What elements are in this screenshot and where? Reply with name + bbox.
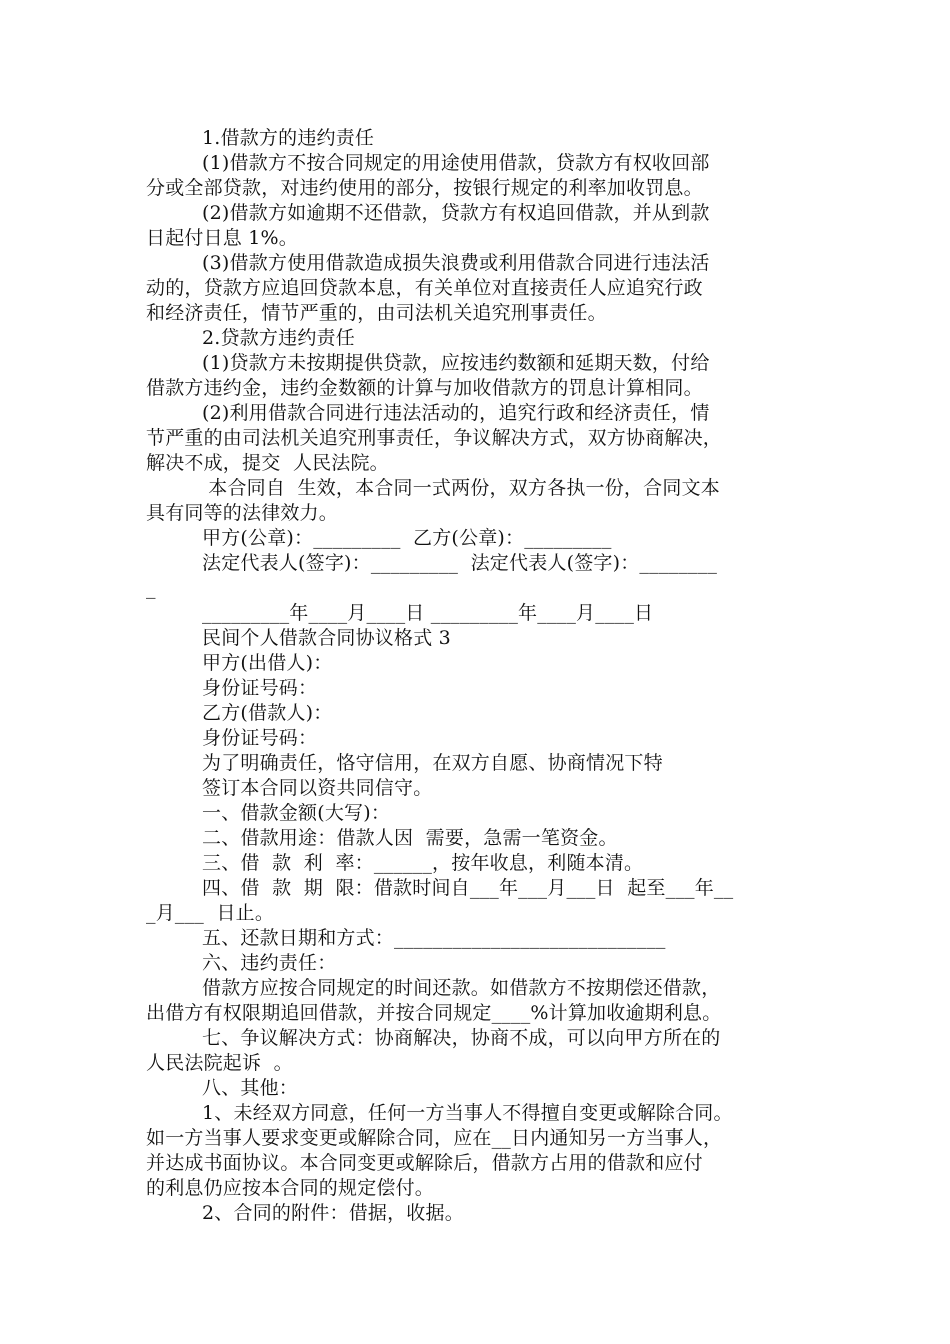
clause-line: 一、借款金额(大写)：: [202, 802, 391, 824]
paragraph-line: 的利息仍应按本合同的规定偿付。: [146, 1177, 435, 1199]
paragraph-line: (2)利用借款合同进行违法活动的，追究行政和经济责任，情: [202, 402, 710, 424]
paragraph-line: 人民法院起诉 。: [146, 1052, 293, 1074]
paragraph-line: 借款方应按合同规定的时间还款。如借款方不按期偿还借款，: [202, 977, 721, 999]
clause-line: _月___ 日止。: [146, 902, 275, 924]
clause-line: 七、争议解决方式：协商解决，协商不成，可以向甲方所在的: [202, 1027, 721, 1049]
paragraph-line: 和经济责任，情节严重的，由司法机关追究刑事责任。: [146, 302, 607, 324]
clause-line: 二、借款用途：借款人因 需要，急需一笔资金。: [202, 827, 618, 849]
date-line: _________年____月____日 _________年____月____日: [202, 602, 654, 624]
document-title: 民间个人借款合同协议格式 3: [202, 627, 451, 649]
clause-line: 三、借 款 利 率：______，按年收息，利随本清。: [202, 852, 644, 874]
paragraph-line: 动的，贷款方应追回贷款本息，有关单位对直接责任人应追究行政: [146, 277, 703, 299]
paragraph-line: 并达成书面协议。本合同变更或解除后，借款方占用的借款和应付: [146, 1152, 703, 1174]
paragraph-line: 出借方有权限期追回借款，并按合同规定____%计算加收逾期利息。: [146, 1002, 722, 1024]
section-heading: 1.借款方的违约责任: [202, 127, 375, 149]
paragraph-line: 签订本合同以资共同信守。: [202, 777, 433, 799]
signature-line: _: [146, 577, 156, 599]
clause-line: 四、借 款 期 限：借款时间自___年___月___日 起至___年__: [202, 877, 734, 899]
clause-line: 六、违约责任：: [202, 952, 337, 974]
signature-line: 法定代表人(签字)：_________ 法定代表人(签字)：________: [202, 552, 718, 574]
paragraph-line: 解决不成，提交 人民法院。: [146, 452, 389, 474]
paragraph-line: 2、合同的附件：借据，收据。: [202, 1202, 464, 1224]
party-line: 乙方(借款人)：: [202, 702, 333, 724]
paragraph-line: 为了明确责任，恪守信用，在双方自愿、协商情况下特: [202, 752, 663, 774]
paragraph-line: 日起付日息 1%。: [146, 227, 298, 249]
clause-line: 八、其他：: [202, 1077, 299, 1099]
paragraph-line: 本合同自 生效，本合同一式两份，双方各执一份，合同文本: [202, 477, 720, 499]
section-heading: 2.贷款方违约责任: [202, 327, 355, 349]
paragraph-line: 节严重的由司法机关追究刑事责任，争议解决方式，双方协商解决，: [146, 427, 723, 449]
paragraph-line: (3)借款方使用借款造成损失浪费或利用借款合同进行违法活: [202, 252, 710, 274]
paragraph-line: (1)借款方不按合同规定的用途使用借款，贷款方有权收回部: [202, 152, 710, 174]
paragraph-line: 具有同等的法律效力。: [146, 502, 339, 524]
paragraph-line: 借款方违约金，违约金数额的计算与加收借款方的罚息计算相同。: [146, 377, 703, 399]
party-line: 甲方(出借人)：: [202, 652, 333, 674]
party-line: 身份证号码：: [202, 727, 318, 749]
party-line: 身份证号码：: [202, 677, 318, 699]
clause-line: 五、还款日期和方式：____________________________: [202, 927, 666, 949]
paragraph-line: 分或全部贷款，对违约使用的部分，按银行规定的利率加收罚息。: [146, 177, 703, 199]
paragraph-line: 如一方当事人要求变更或解除合同，应在__日内通知另一方当事人，: [146, 1127, 723, 1149]
paragraph-line: 1、未经双方同意，任何一方当事人不得擅自变更或解除合同。: [202, 1102, 733, 1124]
paragraph-line: (2)借款方如逾期不还借款，贷款方有权追回借款，并从到款: [202, 202, 710, 224]
paragraph-line: (1)贷款方未按期提供贷款，应按违约数额和延期天数，付给: [202, 352, 710, 374]
signature-line: 甲方(公章)：_________ 乙方(公章)：_________: [202, 527, 612, 549]
